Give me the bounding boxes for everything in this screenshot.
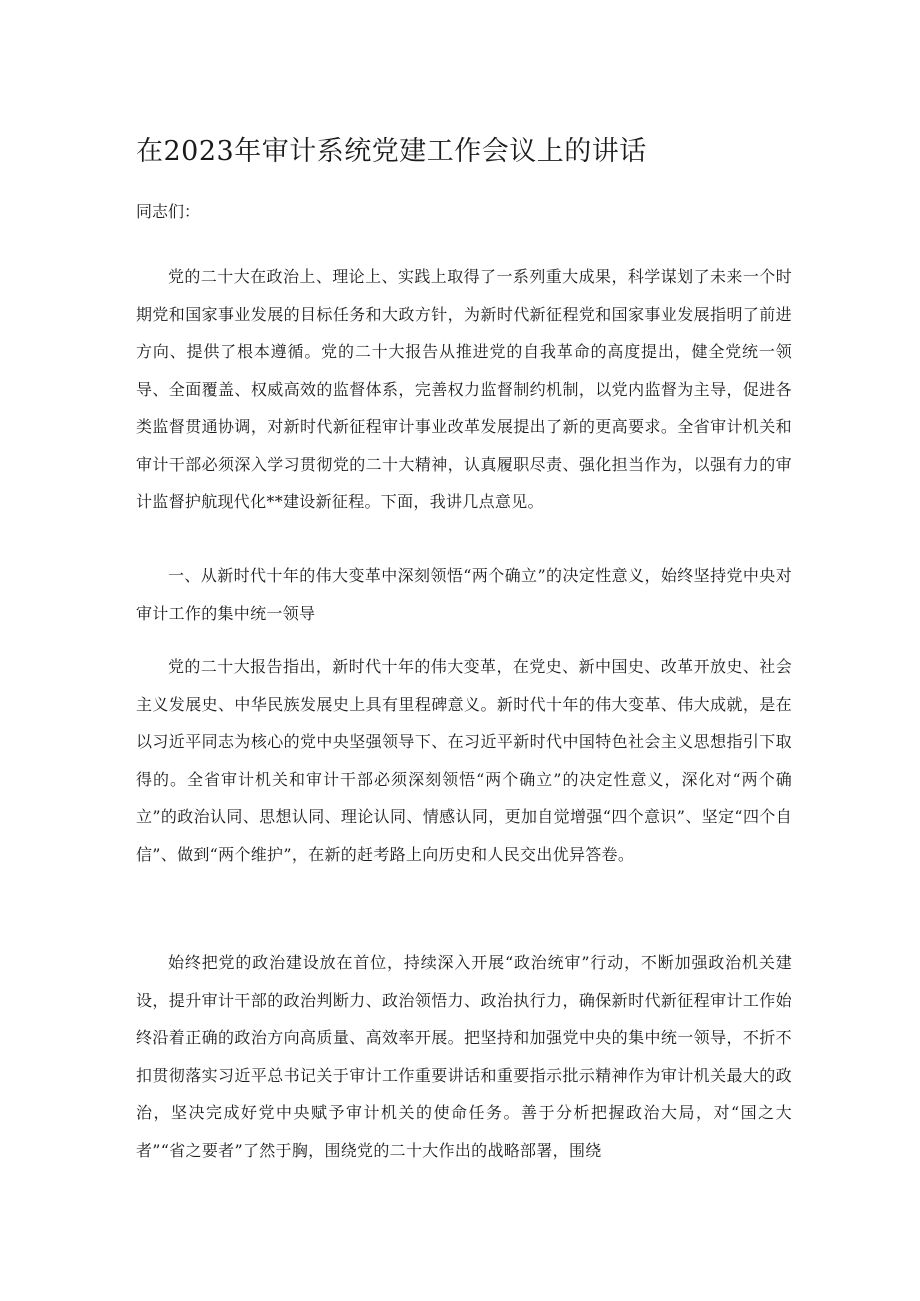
paragraph-intro: 党的二十大在政治上、理论上、实践上取得了一系列重大成果，科学谋划了未来一个时期党和国家事业发展的目标任务和大政方针，为新时代新征程党和国家事业发展指明了前进方向、提供了根本遵循。党的二十大报告从推进党的自我革命的高度提出，健全党统一领导、全面覆盖、权威高效的监督体系，完善权力监督制约机制，以党内监督为主导，促进各类监督贯通协调，对新时代新征程审计事业改革发展提出了新的更高要求。全省审计机关和审计干部必须深入学习贯彻党的二十大精神，认真履职尽责、强化担当作为，以强有力的审计监督护航现代化**建设新征程。下面，我讲几点意见。 <box>136 267 792 511</box>
document-title: 在2023年审计系统党建工作会议上的讲话 <box>136 136 647 167</box>
paragraph-section-one-a: 党的二十大报告指出，新时代十年的伟大变革，在党史、新中国史、改革开放史、社会主义发展史、中华民族发展史上具有里程碑意义。新时代十年的伟大变革、伟大成就，是在以习近平同志为核心的党中央坚强领导下、在习近平新时代中国特色社会主义思想指引下取得的。全省审计机关和审计干部必须深刻领悟“两个确立”的决定性意义，深化对“两个确立”的政治认同、思想认同、理论认同、情感认同，更加自觉增强“四个意识”、坚定“四个自信”、做到“两个维护”，在新的赶考路上向历史和人民交出优异答卷。 <box>136 657 792 864</box>
salutation: 同志们： <box>136 202 201 221</box>
section-heading-one: 一、从新时代十年的伟大变革中深刻领悟“两个确立”的决定性意义，始终坚持党中央对审计工作的集中统一领导 <box>136 566 792 623</box>
paragraph-section-one-b: 始终把党的政治建设放在首位，持续深入开展“政治统审”行动，不断加强政治机关建设，提升审计干部的政治判断力、政治领悟力、政治执行力，确保新时代新征程审计工作始终沿着正确的政治方向高质量、高效率开展。把坚持和加强党中央的集中统一领导，不折不扣贯彻落实习近平总书记关于审计工作重要讲话和重要指示批示精神作为审计机关最大的政治，坚决完成好党中央赋予审计机关的使命任务。善于分析把握政治大局，对“国之大者”“省之要者”了然于胸，围绕党的二十大作出的战略部署，围绕 <box>136 953 792 1160</box>
